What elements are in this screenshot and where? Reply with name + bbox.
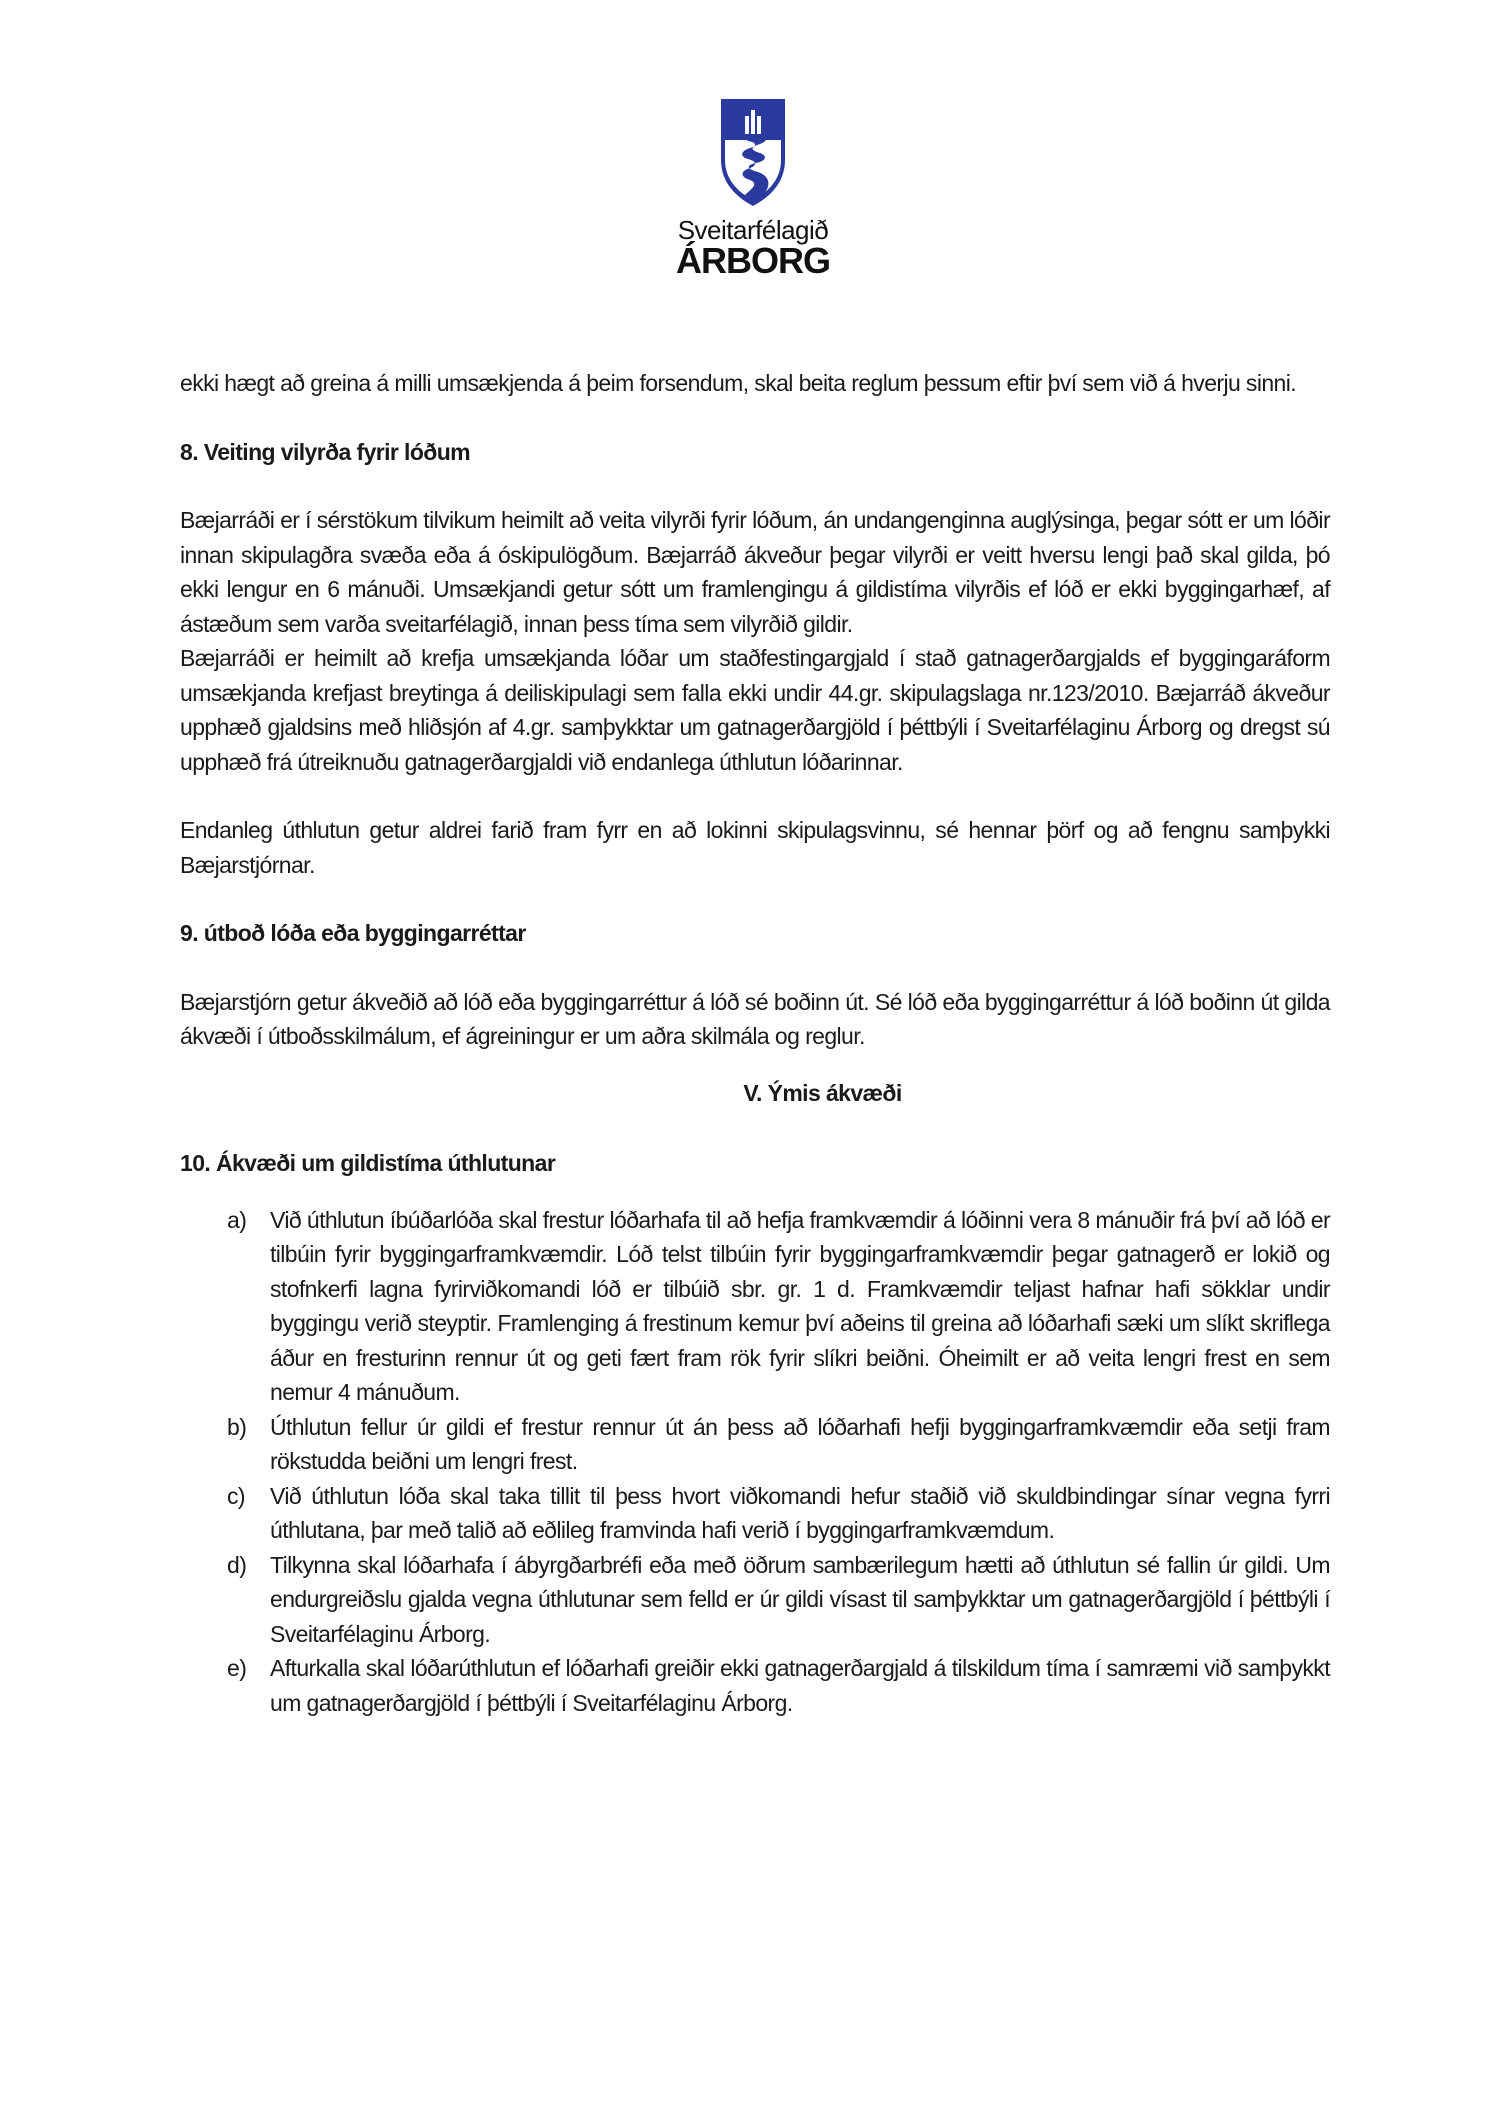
arborg-coat-of-arms-icon (720, 98, 786, 208)
section-10-list (180, 1203, 1330, 1721)
section-8-paragraph-1: Bæjarráði er í sérstökum tilvikum heimilt að veita vilyrði fyrir lóðum, án undangenginna auglýsinga, þegar sótt er um lóðir innan skipulagðra svæða eða á óskipulögðum. Bæjarráð ákveður þegar vilyrði er veitt hversu lengi það skal gilda, þó ekki lengur en 6 mánuði. Umsækjandi getur sótt um framlengingu á gildistíma vilyrðis ef lóð er ekki byggingarhæf, af ástæðum sem varða sveitarfélagið, innan þess tíma sem vilyrðið gildir. (180, 507, 1330, 637)
list-marker: e) (227, 1655, 247, 1681)
list-item-text: Við úthlutun lóða skal taka tillit til þess hvort viðkomandi hefur staðið við skuldbindingar sínar vegna fyrri úthlutana, þar með talið að eðlileg framvinda hafi verið í byggingarframkvæmdum. (270, 1482, 1330, 1543)
list-marker: a) (227, 1206, 247, 1233)
section-10-heading: 10. Ákvæði um gildistíma úthlutunar (180, 1150, 556, 1176)
list-item-d (227, 1548, 1330, 1652)
section-8-heading: 8. Veiting vilyrða fyrir lóðum (180, 438, 471, 465)
list-item-text: Við úthlutun íbúðarlóða skal frestur lóðarhafa til að hefja framkvæmdir á lóðinni vera 8 mánuðir frá því að lóð er tilbúin fyrir byggingarframkvæmdir. Lóð telst tilbúin fyrir byggingarframkvæmdir þegar gatnagerð er lokið og stofnkerfi lagna fyrirviðkomandi lóð er tilbúið sbr. gr. 1 d. Framkvæmdir teljast hafnar hafi sökklar undir byggingu verið steyptir. Framlenging á frestinum kemur því aðeins til greina að lóðarhafi sæki um slíkt skriflega áður en fresturinn rennur út og geti fært fram rök fyrir slíkri beiðni. Óheimilt er að veita lengri frest en sem nemur 4 mánuðum. (270, 1206, 1330, 1405)
list-marker: c) (227, 1482, 245, 1509)
section-9-paragraph: Bæjarstjórn getur ákveðið að lóð eða byggingarréttur á lóð sé boðinn út. Sé lóð eða byggingarréttur á lóð boðinn út gilda ákvæði í útboðsskilmálum, ef ágreiningur er um aðra skilmála og reglur. (180, 988, 1330, 1049)
list-marker: d) (227, 1551, 247, 1578)
list-item-c (227, 1479, 1330, 1548)
municipality-logo (668, 98, 838, 281)
list-item-a (227, 1203, 1330, 1410)
list-marker: b) (227, 1413, 247, 1440)
section-8-paragraph-2: Bæjarráði er heimilt að krefja umsækjanda lóðar um staðfestingargjald í stað gatnagerðargjalds ef byggingaráform umsækjanda krefjast breytinga á deiliskipulagi sem falla ekki undir 44.gr. skipulagslaga nr.123/2010. Bæjarráð ákveður upphæð gjaldsins með hliðsjón af 4.gr. samþykktar um gatnagerðargjöld í þéttbýli í Sveitarfélaginu Árborg og dregst sú upphæð frá útreiknuðu gatnagerðargjaldi við endanlega úthlutun lóðarinnar. (180, 645, 1330, 775)
logo-text-line2: ÁRBORG (676, 240, 830, 281)
section-8-paragraph-3: Endanleg úthlutun getur aldrei farið fram fyrr en að lokinni skipulagsvinnu, sé hennar þörf og að fengnu samþykki Bæjarstjórnar. (180, 817, 1330, 878)
chapter-v-heading: V. Ýmis ákvæði (743, 1079, 902, 1106)
document-body (180, 366, 1330, 1720)
intro-paragraph: ekki hægt að greina á milli umsækjenda á þeim forsendum, skal beita reglum þessum eftir því sem við á hverju sinni. (180, 370, 1297, 396)
logo-text-line1: Sveitarfélagið (677, 215, 829, 245)
list-item-b (227, 1410, 1330, 1479)
list-item-text: Afturkalla skal lóðarúthlutun ef lóðarhafi greiðir ekki gatnagerðargjald á tilskildum tíma í samræmi við samþykkt um gatnagerðargjöld í þéttbýli í Sveitarfélaginu Árborg. (270, 1655, 1330, 1716)
section-9-heading: 9. útboð lóða eða byggingarréttar (180, 920, 526, 946)
list-item-text: Úthlutun fellur úr gildi ef frestur rennur út án þess að lóðarhafi hefji byggingarframkvæmdir eða setji fram rökstudda beiðni um lengri frest. (270, 1413, 1330, 1474)
list-item-text: Tilkynna skal lóðarhafa í ábyrgðarbréfi eða með öðrum sambærilegum hætti að úthlutun sé fallin úr gildi. Um endurgreiðslu gjalda vegna úthlutunar sem felld er úr gildi vísast til samþykktar um gatnagerðargjöld í þéttbýli í Sveitarfélaginu Árborg. (270, 1551, 1330, 1647)
list-item-e (227, 1651, 1330, 1720)
